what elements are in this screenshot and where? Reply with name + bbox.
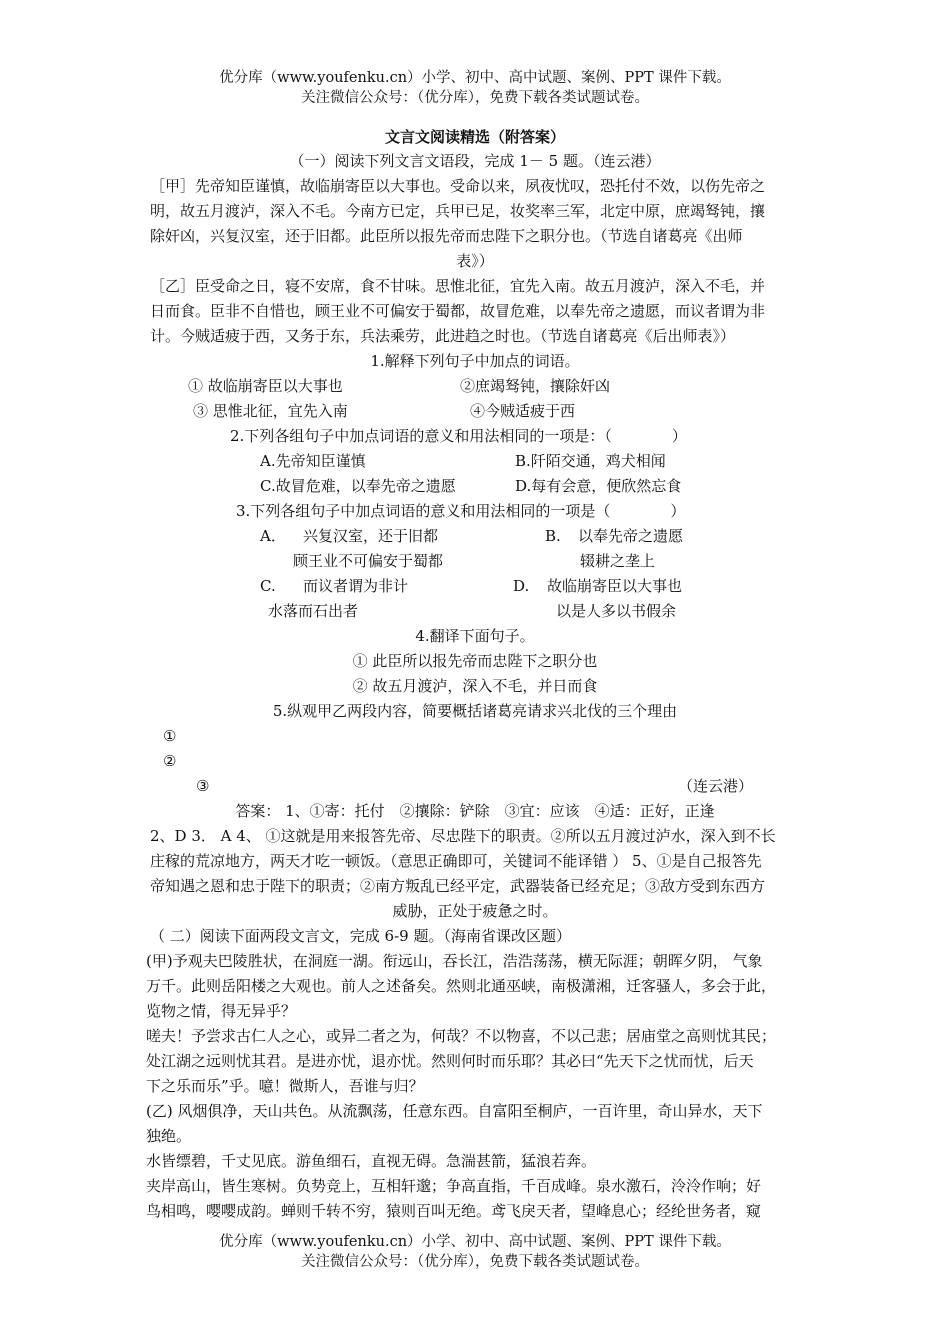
- question-1-stem: 1.解释下列句子中加点的词语。: [370, 352, 580, 370]
- answer-line: 帝知遇之恩和忠于陛下的职责；②南方叛乱已经平定，武器装备已经充足；③敌方受到东西方: [150, 877, 766, 895]
- document-title: 文言文阅读精选（附答案）: [384, 128, 565, 146]
- question-1-item: ③ 思惟北征，宜先入南: [193, 402, 348, 420]
- question-2-option-a: A.先帝知臣谨慎: [260, 452, 366, 470]
- question-1-item: ① 故临崩寄臣以大事也: [188, 377, 343, 395]
- question-4-item: ② 故五月渡泸，深入不毛，并日而食: [352, 677, 598, 695]
- question-1-item: ④今贼适疲于西: [470, 402, 576, 420]
- question-3-option-c-line: 水落而石出者: [268, 602, 359, 620]
- part1-jia-line: ［甲］先帝知臣谨慎，故临崩寄臣以大事也。受命以来，夙夜忧叹，恐托付不效，以伤先帝之: [150, 177, 766, 195]
- part2-yi-line: 独绝。: [146, 1127, 192, 1145]
- part1-yi-line: 计。今贼适疲于西，又务于东，兵法乘劳，此进趋之时也。（节选自诸葛亮《后出师表》）: [150, 327, 736, 345]
- part2-yi-line: 鸟相鸣，嘤嘤成韵。蝉则千转不穷，猿则百叫无绝。鸢飞戾天者，望峰息心；经纶世务者，窥: [146, 1202, 762, 1220]
- question-5-source: （连云港）: [678, 777, 754, 795]
- part2-jia-line: 嗟夫！予尝求古仁人之心，或异二者之为，何哉？不以物喜，不以己悲；居庙堂之高则忧其民；: [146, 1027, 777, 1045]
- part2-intro: （ 二）阅读下面两段文言文，完成 6-9 题。（海南省课改区题）: [150, 927, 571, 945]
- question-2-option-b: B.阡陌交通，鸡犬相闻: [515, 452, 666, 470]
- question-4-stem: 4.翻译下面句子。: [415, 627, 535, 645]
- header-line-2: 关注微信公众号：（优分库），免费下载各类试题试卷。: [301, 90, 649, 106]
- part2-jia-line: 览物之情，得无异乎？: [146, 1002, 297, 1020]
- part1-jia-line: 明，故五月渡泸，深入不毛。今南方已定，兵甲已足，妆奖率三军，北定中原，庶竭驽钝，攘: [150, 202, 766, 220]
- question-3-option-b-line: 辍耕之垄上: [580, 552, 656, 570]
- question-2-option-c: C.故冒危难，以奉先帝之遗愿: [260, 477, 456, 495]
- question-3-option-d-line: 故临崩寄臣以大事也: [547, 577, 683, 595]
- question-3-option-d-label: D.: [513, 577, 530, 595]
- question-3-option-b-line: 以奉先帝之遗愿: [578, 527, 684, 545]
- question-3-option-d-line: 以是人多以书假余: [556, 602, 677, 620]
- part1-intro: （一）阅读下列文言文语段，完成 1－ 5 题。（连云港）: [289, 152, 661, 170]
- question-2-stem: 2.下列各组句子中加点词语的意义和用法相同的一项是：（ ）: [230, 427, 687, 445]
- question-3-option-a-line: 兴复汉室，还于旧都: [303, 527, 439, 545]
- part1-yi-line: 日而食。臣非不自惜也，顾王业不可偏安于蜀都，故冒危难，以奉先帝之遗愿，而议者谓为非: [150, 302, 766, 320]
- part2-yi-line: 水皆缥碧，千丈见底。游鱼细石，直视无碍。急湍甚箭，猛浪若奔。: [146, 1152, 597, 1170]
- question-3-stem: 3.下列各组句子中加点词语的意义和用法相同的一项是（ ）: [236, 502, 686, 520]
- question-3-option-c-label: C.: [260, 577, 276, 595]
- part2-yi-line: 夹岸高山，皆生寒树。负势竞上，互相轩邈；争高直指，千百成峰。泉水激石，泠泠作响；好: [146, 1177, 762, 1195]
- part2-jia-line: (甲)予观夫巴陵胜状，在洞庭一湖。衔远山，吞长江，浩浩荡荡，横无际涯；朝晖夕阴， 气象: [146, 952, 763, 970]
- question-4-item: ① 此臣所以报先帝而忠陛下之职分也: [352, 652, 598, 670]
- header-line-1: 优分库（www.youfenku.cn）小学、初中、高中试题、案例、PPT 课件下载。: [219, 70, 731, 86]
- question-3-option-c-line: 而议者谓为非计: [303, 577, 409, 595]
- part1-jia-line: 除奸凶，兴复汉室，还于旧都。此臣所以报先帝而忠陛下之职分也。（节选自诸葛亮《出师: [150, 227, 743, 245]
- question-3-option-a-line: 顾王业不可偏安于蜀都: [293, 552, 444, 570]
- part2-jia-line: 下之乐而乐”乎。噫！微斯人，吾谁与归？: [146, 1077, 424, 1095]
- question-5-blank-3: ③: [196, 777, 210, 795]
- question-5-stem: 5.纵观甲乙两段内容，简要概括诸葛亮请求兴北伐的三个理由: [272, 702, 678, 720]
- question-1-item: ②庶竭驽钝，攘除奸凶: [460, 377, 611, 395]
- question-3-option-b-label: B.: [545, 527, 561, 545]
- part1-yi-line: ［乙］臣受命之日，寝不安席，食不甘味。思惟北征，宜先入南。故五月渡泸，深入不毛，并: [150, 277, 766, 295]
- question-2-option-d: D.每有会意，便欣然忘食: [515, 477, 682, 495]
- footer-line-1: 优分库（www.youfenku.cn）小学、初中、高中试题、案例、PPT 课件下载。: [219, 1234, 731, 1250]
- answer-line: 2、D 3． A 4、 ①这就是用来报答先帝、尽忠陛下的职责。②所以五月渡过泸水，深入到不长: [150, 827, 776, 845]
- answer-line: 庄稼的荒凉地方，两天才吃一顿饭。（意思正确即可，关键词不能译错 ） 5、①是自己报答先: [150, 852, 762, 870]
- part2-jia-line: 处江湖之远则忧其君。是进亦忧，退亦忧。然则何时而乐耶？其必曰“先天下之忧而忧，后天: [146, 1052, 754, 1070]
- question-3-option-a-label: A．: [260, 527, 286, 545]
- question-5-blank-1: ①: [163, 727, 177, 745]
- question-5-blank-2: ②: [163, 752, 177, 770]
- footer-line-2: 关注微信公众号：（优分库），免费下载各类试题试卷。: [301, 1254, 649, 1270]
- part1-jia-line: 表》）: [456, 252, 494, 270]
- part2-yi-line: (乙) 风烟俱净，天山共色。从流飘荡，任意东西。自富阳至桐庐，一百许里，奇山异水，天下: [146, 1102, 763, 1120]
- answer-line: 答案： 1、①寄：托付 ②攘除：铲除 ③宜：应该 ④适：正好，正逢: [235, 802, 715, 820]
- part2-jia-line: 万千。此则岳阳楼之大观也。前人之述备矣。然则北通巫峡，南极潇湘，迁客骚人，多会于此，: [146, 977, 777, 995]
- answer-line: 威胁，正处于疲惫之时。: [392, 902, 558, 920]
